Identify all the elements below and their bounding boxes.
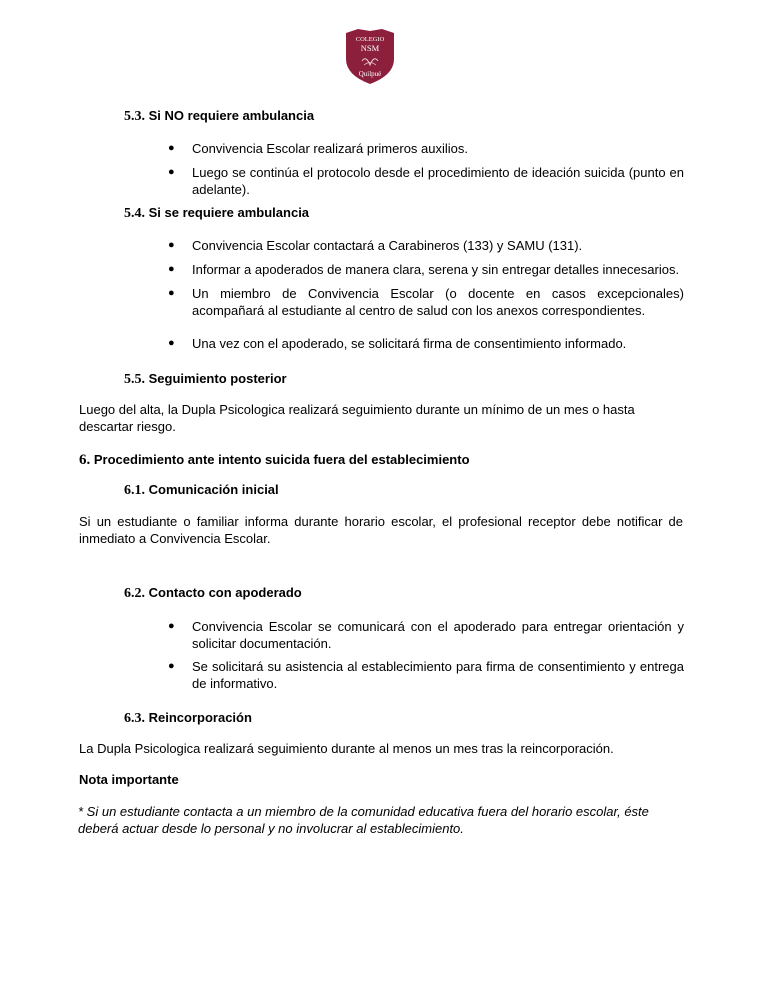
paragraph-5-5: Luego del alta, la Dupla Psicologica realizará seguimiento durante un mínimo de un mes o hasta descartar riesgo. [79, 402, 635, 434]
heading-6-2 [124, 585, 302, 602]
list-item: ● Convivencia Escolar realizará primeros auxilios. [168, 140, 684, 157]
heading-title: Si se requiere ambulancia [148, 205, 310, 220]
list-5-4 [168, 237, 684, 352]
paragraph-6-1: Si un estudiante o familiar informa durante horario escolar, el profesional receptor debe notificar de inmediato a Convivencia Escolar. [79, 514, 683, 546]
heading-number: 5.5. [124, 372, 145, 387]
heading-6-1 [124, 482, 279, 499]
heading-number: 6.3. [124, 711, 145, 726]
heading-6 [79, 452, 470, 469]
list-item: ● Una vez con el apoderado, se solicitará firma de consentimiento informado. [168, 335, 684, 352]
school-logo [342, 27, 398, 85]
heading-5-3 [124, 108, 314, 125]
list-item: ● Informar a apoderados de manera clara, serena y sin entregar detalles innecesarios. [168, 261, 684, 278]
list-item: ● Luego se continúa el protocolo desde el procedimiento de ideación suicida (punto en adelante). [168, 164, 684, 198]
list-6-2 [168, 618, 684, 692]
logo-text-city: Quilpué [358, 70, 382, 78]
list-item: ● Un miembro de Convivencia Escolar (o docente en casos excepcionales) acompañará al estudiante al centro de salud con los anexos correspondientes. [168, 285, 684, 319]
heading-5-4 [124, 205, 309, 222]
heading-title: Reincorporación [148, 710, 252, 725]
list-item: ● Se solicitará su asistencia al establecimiento para firma de consentimiento y entrega de informativo. [168, 658, 684, 692]
heading-6-3 [124, 710, 252, 727]
list-item: ● Convivencia Escolar contactará a Carabineros (133) y SAMU (131). [168, 237, 684, 254]
note-title: Nota importante [79, 772, 179, 787]
paragraph-6-3: La Dupla Psicologica realizará seguimiento durante al menos un mes tras la reincorporación. [79, 741, 614, 756]
heading-title: Comunicación inicial [148, 482, 279, 497]
logo-text-nsm: NSM [360, 43, 380, 53]
heading-number: 6. [79, 452, 91, 468]
heading-number: 5.4. [124, 206, 145, 221]
heading-title: Contacto con apoderado [148, 585, 302, 600]
heading-title: Procedimiento ante intento suicida fuera del establecimiento [93, 452, 470, 467]
heading-title: Si NO requiere ambulancia [148, 108, 315, 123]
heading-5-5 [124, 371, 287, 388]
heading-number: 6.2. [124, 586, 145, 601]
heading-title: Seguimiento posterior [148, 371, 287, 386]
list-5-3 [168, 140, 684, 198]
logo-text-colegio: COLEGIO [355, 36, 385, 43]
note-text: * Si un estudiante contacta a un miembro de la comunidad educativa fuera del horario escolar, éste deberá actuar desde lo personal y no involucrar al establecimiento. [78, 804, 649, 836]
heading-number: 6.1. [124, 483, 145, 498]
list-item: ● Convivencia Escolar se comunicará con el apoderado para entregar orientación y solicitar documentación. [168, 618, 684, 652]
heading-number: 5.3. [124, 109, 145, 124]
